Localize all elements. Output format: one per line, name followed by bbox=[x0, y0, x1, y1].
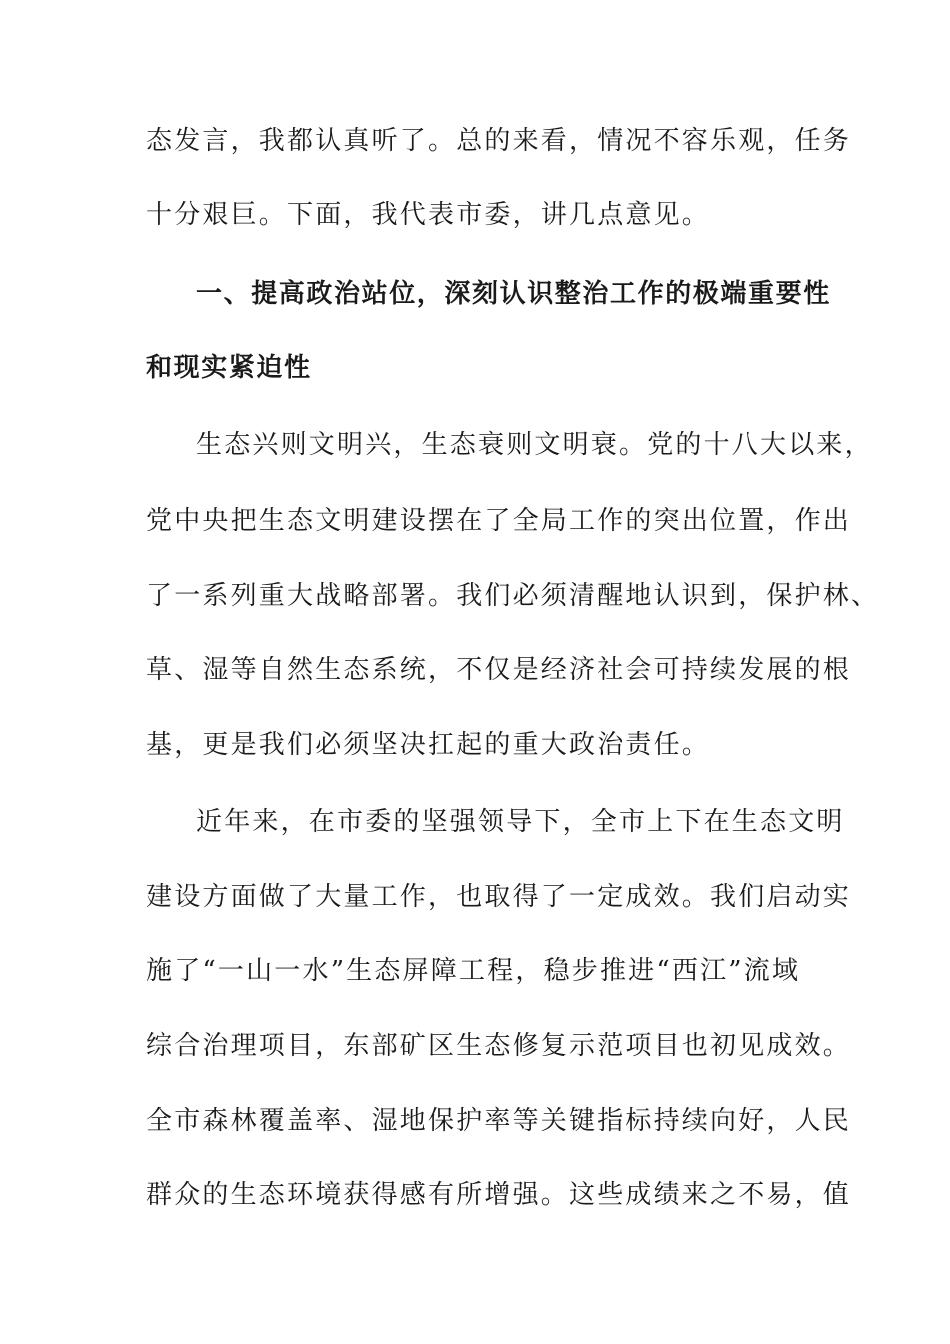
paragraph-line: 态发言，我都认真听了。总的来看，情况不容乐观，任务 bbox=[146, 126, 852, 156]
paragraph-line: 群众的生态环境获得感有所增强。这些成绩来之不易，值 bbox=[146, 1180, 852, 1210]
paragraph-line: 近年来，在市委的坚强领导下，全市上下在生态文明 bbox=[196, 807, 845, 837]
paragraph-line: 综合治理项目，东部矿区生态修复示范项目也初见成效。 bbox=[146, 1031, 852, 1061]
paragraph-line: 草、湿等自然生态系统，不仅是经济社会可持续发展的根 bbox=[146, 655, 852, 685]
section-heading-line: 一、提高政治站位，深刻认识整治工作的极端重要性 bbox=[196, 279, 831, 309]
section-heading-line: 和现实紧迫性 bbox=[146, 353, 312, 383]
paragraph-line: 党中央把生态文明建设摆在了全局工作的突出位置，作出 bbox=[146, 506, 852, 536]
paragraph-line: 生态兴则文明兴，生态衰则文明衰。党的十八大以来， bbox=[196, 430, 873, 460]
paragraph-line: 施了“一山一水”生态屏障工程，稳步推进“西江”流域 bbox=[146, 956, 801, 986]
paragraph-line: 基，更是我们必须坚决扛起的重大政治责任。 bbox=[146, 730, 711, 760]
paragraph-line: 全市森林覆盖率、湿地保护率等关键指标持续向好，人民 bbox=[146, 1106, 852, 1136]
paragraph-line: 了一系列重大战略部署。我们必须清醒地认识到，保护林、 bbox=[146, 581, 880, 611]
paragraph-line: 建设方面做了大量工作，也取得了一定成效。我们启动实 bbox=[146, 882, 852, 912]
paragraph-line: 十分艰巨。下面，我代表市委，讲几点意见。 bbox=[146, 200, 711, 230]
